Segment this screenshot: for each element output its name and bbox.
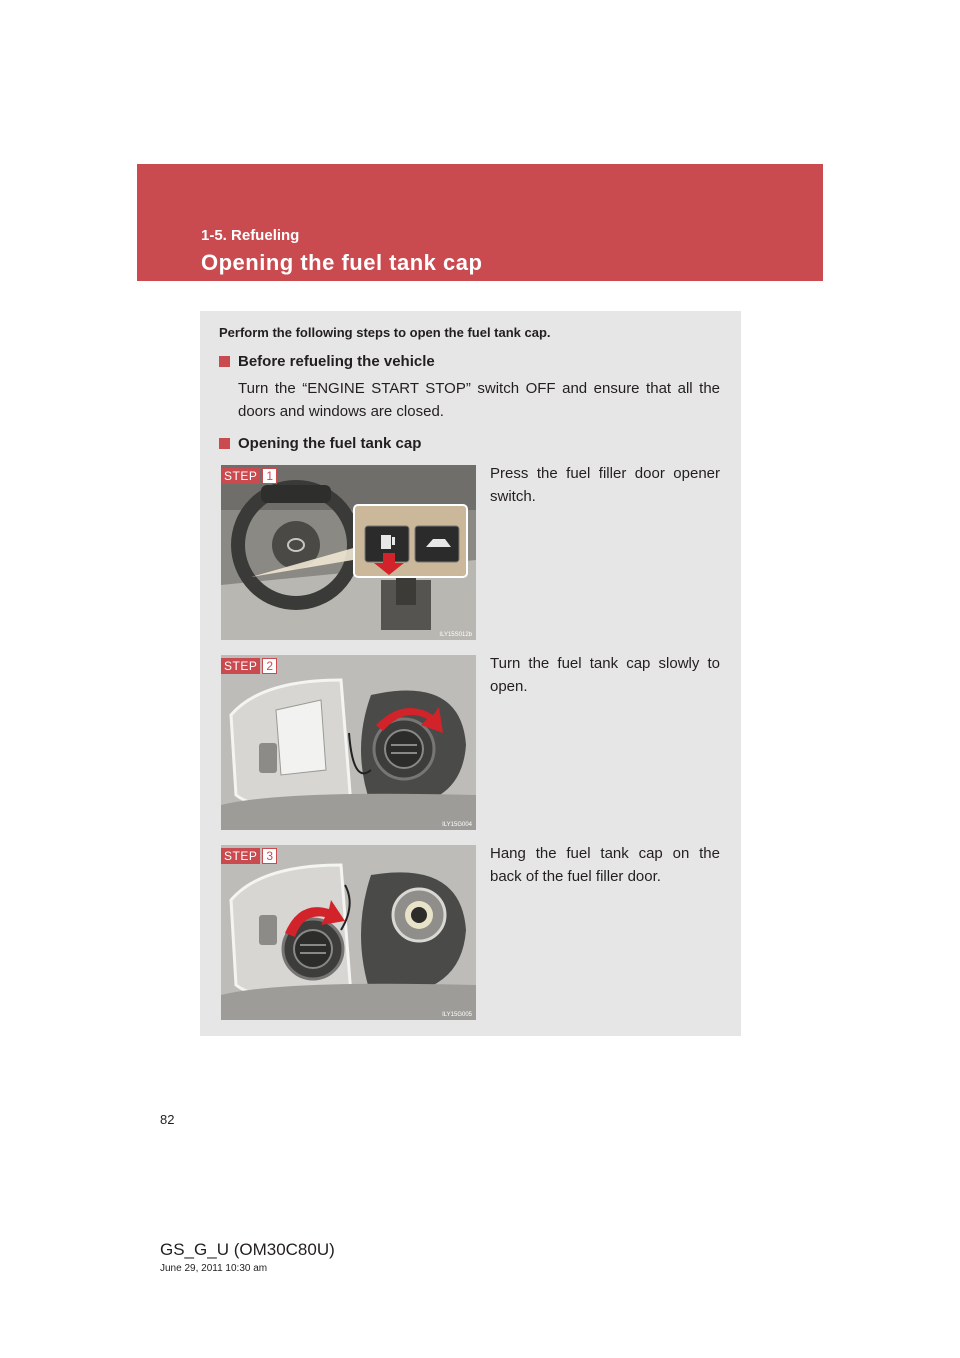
opening-cap-heading: [219, 435, 421, 452]
bullet-square-icon: [219, 438, 230, 449]
step-1-text: Press the fuel filler door opener switch.: [490, 465, 720, 505]
bullet-square-icon: [219, 356, 230, 367]
opening-cap-heading-label: Opening the fuel tank cap: [238, 435, 422, 452]
step-3-figure: [221, 845, 476, 1020]
page-number: 82: [160, 1112, 175, 1127]
step-2-badge-number: 2: [262, 658, 277, 674]
step-1-badge-number: 1: [262, 468, 277, 484]
step-3-text: Hang the fuel tank cap on the back of the fuel filler door.: [490, 845, 720, 885]
fuel-door-open-illustration: [221, 655, 476, 830]
step-2-figure: [221, 655, 476, 830]
step-3-badge-word: STEP: [221, 848, 260, 864]
step-1-figure-code: ILY15S012b: [439, 632, 472, 638]
step-3-figure-code: ILY15G005: [442, 1012, 472, 1018]
step-2-figure-code: ILY15G004: [442, 822, 472, 828]
step-1-badge-word: STEP: [221, 468, 260, 484]
dashboard-illustration: [221, 465, 476, 640]
step-2-badge-word: STEP: [221, 658, 260, 674]
before-refueling-heading-label: Before refueling the vehicle: [238, 353, 435, 370]
step-1-figure: [221, 465, 476, 640]
section-label: 1-5. Refueling: [201, 227, 300, 244]
document-id: GS_G_U (OM30C80U): [160, 1240, 335, 1259]
document-date: June 29, 2011 10:30 am: [160, 1263, 268, 1274]
before-refueling-text: Turn the “ENGINE START STOP” switch OFF and ensure that all the doors and windows are closed.: [238, 380, 720, 420]
before-refueling-heading: [219, 353, 435, 370]
page-title: Opening the fuel tank cap: [201, 250, 483, 275]
intro-text: Perform the following steps to open the fuel tank cap.: [219, 325, 551, 340]
header-band: [137, 164, 823, 281]
step-3-badge: [221, 848, 277, 864]
fuel-cap-hanging-illustration: [221, 845, 476, 1020]
content-panel: [200, 311, 741, 1036]
step-2-text: Turn the fuel tank cap slowly to open.: [490, 655, 720, 695]
step-3-badge-number: 3: [262, 848, 277, 864]
step-1-badge: [221, 468, 277, 484]
step-2-badge: [221, 658, 277, 674]
